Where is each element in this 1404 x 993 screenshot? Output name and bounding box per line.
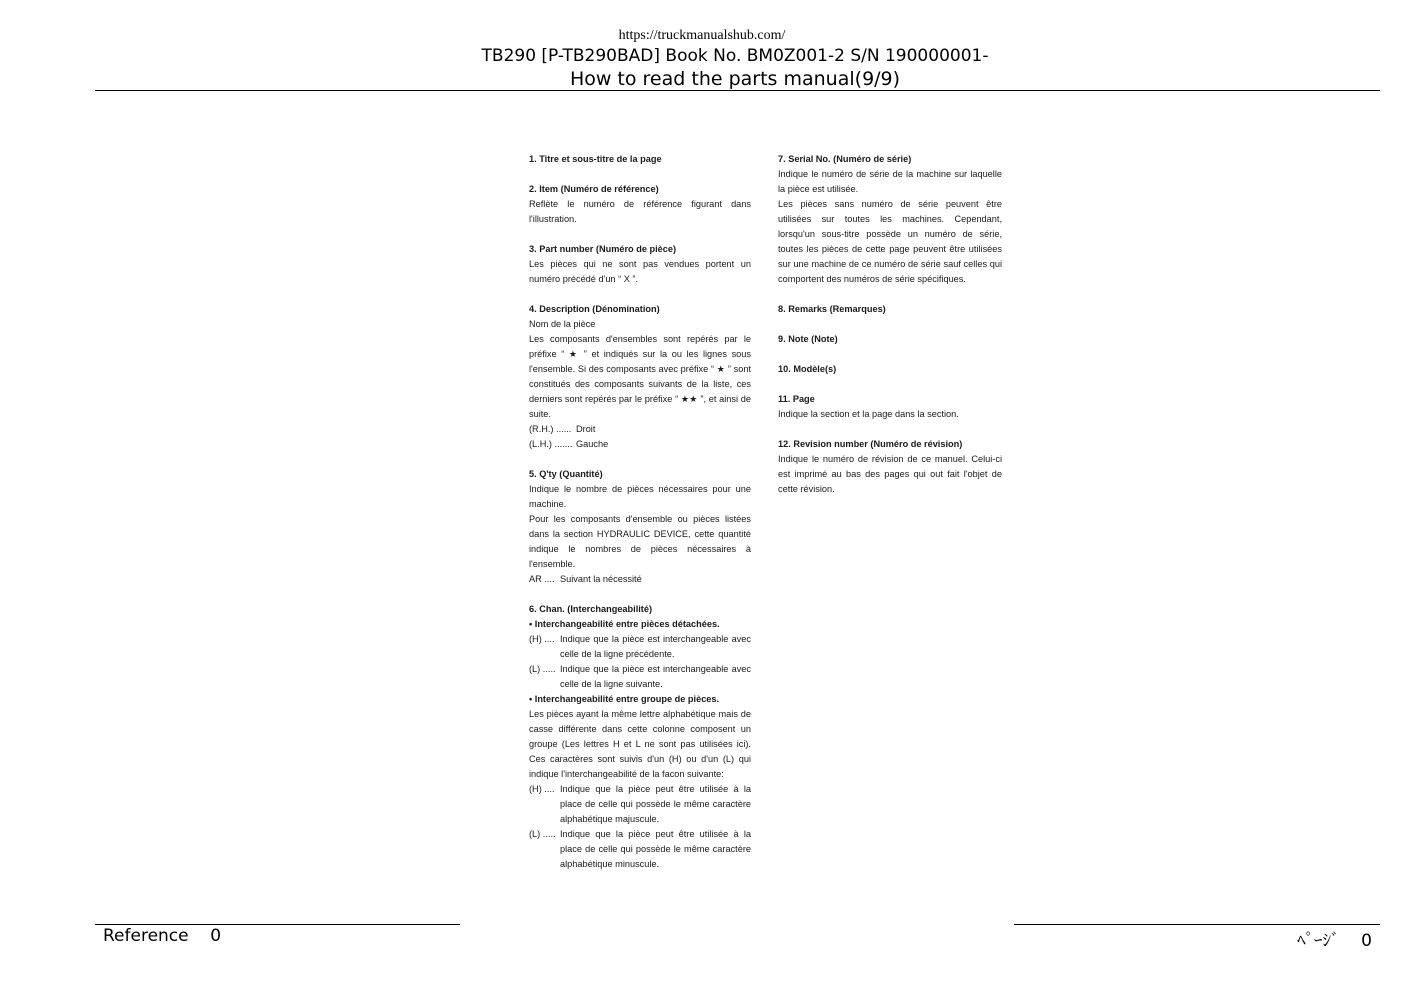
section-12-title: 12. Revision number (Numéro de révision) — [778, 439, 963, 449]
section-11-title: 11. Page — [778, 394, 815, 404]
section-6 — [529, 602, 751, 872]
section-3-text: Les pièces qui ne sont pas vendues portent un numéro précédé d'un “ X ”. — [529, 259, 751, 284]
rh-key: (R.H.) ...... — [529, 424, 572, 434]
footer-rule-left — [95, 924, 460, 925]
l2-value: Indique que la pièce peut être utilisée à la place de celle qui possède le même caractère alphabétique minuscule. — [560, 829, 751, 869]
header-rule — [95, 90, 1380, 91]
section-12-text: Indique le numéro de révision de ce manuel. Celui-ci est imprimé au bas des pages qui out fait l'objet de cette révision. — [778, 454, 1002, 494]
section-8 — [778, 302, 1002, 317]
h1-value: Indique que la pièce est interchangeable avec celle de la ligne précédente. — [560, 634, 751, 659]
section-8-title: 8. Remarks (Remarques) — [778, 304, 886, 314]
l1-value: Indique que la pièce est interchangeable avec celle de la ligne suivante. — [560, 664, 751, 689]
section-2-text: Reflète le numéro de référence figurant dans l'illustration. — [529, 199, 751, 224]
section-10 — [778, 362, 1002, 377]
section-9 — [778, 332, 1002, 347]
section-4-title: 4. Description (Dénomination) — [529, 304, 660, 314]
section-5 — [529, 467, 751, 587]
section-7-title: 7. Serial No. (Numéro de série) — [778, 154, 912, 164]
right-column — [778, 152, 1002, 512]
section-6-subtitle-2: • Interchangeabilité entre groupe de pièces. — [529, 694, 720, 704]
section-11-text: Indique la section et la page dans la section. — [778, 409, 959, 419]
source-url: https://truckmanualshub.com/ — [618, 28, 786, 43]
h1-key: (H) .... — [529, 634, 555, 644]
l2-key: (L) ..... — [529, 829, 556, 839]
h2-value: Indique que la pièce peut être utilisée à la place de celle qui possède le même caractère alphabétique majuscule. — [560, 784, 751, 824]
section-7-text1: Indique le numéro de série de la machine sur laquelle la pièce est utilisée. — [778, 169, 1002, 194]
section-1-title: 1. Titre et sous-titre de la page — [529, 154, 662, 164]
ar-value: Suivant la nécessité — [560, 574, 642, 584]
ar-row — [529, 572, 751, 587]
l1-row — [529, 662, 751, 692]
section-5-title: 5. Q'ty (Quantité) — [529, 469, 603, 479]
section-6-title: 6. Chan. (Interchangeabilité) — [529, 604, 653, 614]
section-3-title: 3. Part number (Numéro de pièce) — [529, 244, 677, 254]
section-3 — [529, 242, 751, 287]
section-2 — [529, 182, 751, 227]
lh-value: Gauche — [576, 439, 609, 449]
section-2-title: 2. Item (Numéro de référence) — [529, 184, 659, 194]
footer-page: ﾍﾟｰｼﾞ 0 — [1297, 931, 1372, 951]
section-4 — [529, 302, 751, 452]
section-12 — [778, 437, 1002, 497]
section-4-text: Les composants d'ensembles sont repérés par le préfixe “ ★ ” et indiqués sur la ou les lignes sous l'ensemble. Si des composants avec préfixe “ ★ ” sont constitués des composants suivants de la liste, ces derniers sont repérés par le préfixe “ ★★ ”, et ainsi de suite. — [529, 334, 751, 419]
left-column — [529, 152, 751, 887]
rh-row — [529, 422, 751, 437]
section-7-text2: Les pièces sans numéro de série peuvent être utilisées sur toutes les machines. Cependant, lorsqu'un sous-titre possède un numéro de série, toutes les pièces de cette page peuvent être utilisées sur une machine de ce numéro de série sauf celles qui comportent des numéros de série spécifiques. — [778, 199, 1002, 284]
section-6-text: Les pièces ayant la même lettre alphabétique mais de casse différente dans cette colonne composent un groupe (Les lettres H et L ne sont pas utilisées ici). Ces caractères sont suivis d'un (H) ou d'un (L) qui indique l'interchangeabilité de la facon suivante: — [529, 709, 751, 779]
h2-key: (H) .... — [529, 784, 555, 794]
page-title: How to read the parts manual(9/9) — [569, 68, 901, 90]
ar-key: AR .... — [529, 574, 555, 584]
l2-row — [529, 827, 751, 872]
l1-key: (L) ..... — [529, 664, 556, 674]
section-4-line1: Nom de la pièce — [529, 319, 596, 329]
lh-key: (L.H.) ....... — [529, 439, 573, 449]
section-5-text2: Pour les composants d'ensemble ou pièces listées dans la section HYDRAULIC DEVICE, cette quantité indique le nombres de pièces nécessaires à l'ensemble. — [529, 514, 751, 569]
section-6-subtitle-1: • Interchangeabilité entre pièces détachées. — [529, 619, 720, 629]
section-7 — [778, 152, 1002, 287]
section-5-text1: Indique le nombre de pièces nécessaires pour une machine. — [529, 484, 751, 509]
section-9-title: 9. Note (Note) — [778, 334, 838, 344]
manual-title: TB290 [P-TB290BAD] Book No. BM0Z001-2 S/N 190000001- — [481, 46, 989, 66]
lh-row — [529, 437, 751, 452]
rh-value: Droit — [576, 424, 596, 434]
h2-row — [529, 782, 751, 827]
h1-row — [529, 632, 751, 662]
section-11 — [778, 392, 1002, 422]
footer-reference: Reference 0 — [103, 926, 222, 946]
footer-rule-right — [1014, 924, 1380, 925]
section-1 — [529, 152, 751, 167]
section-10-title: 10. Modèle(s) — [778, 364, 837, 374]
